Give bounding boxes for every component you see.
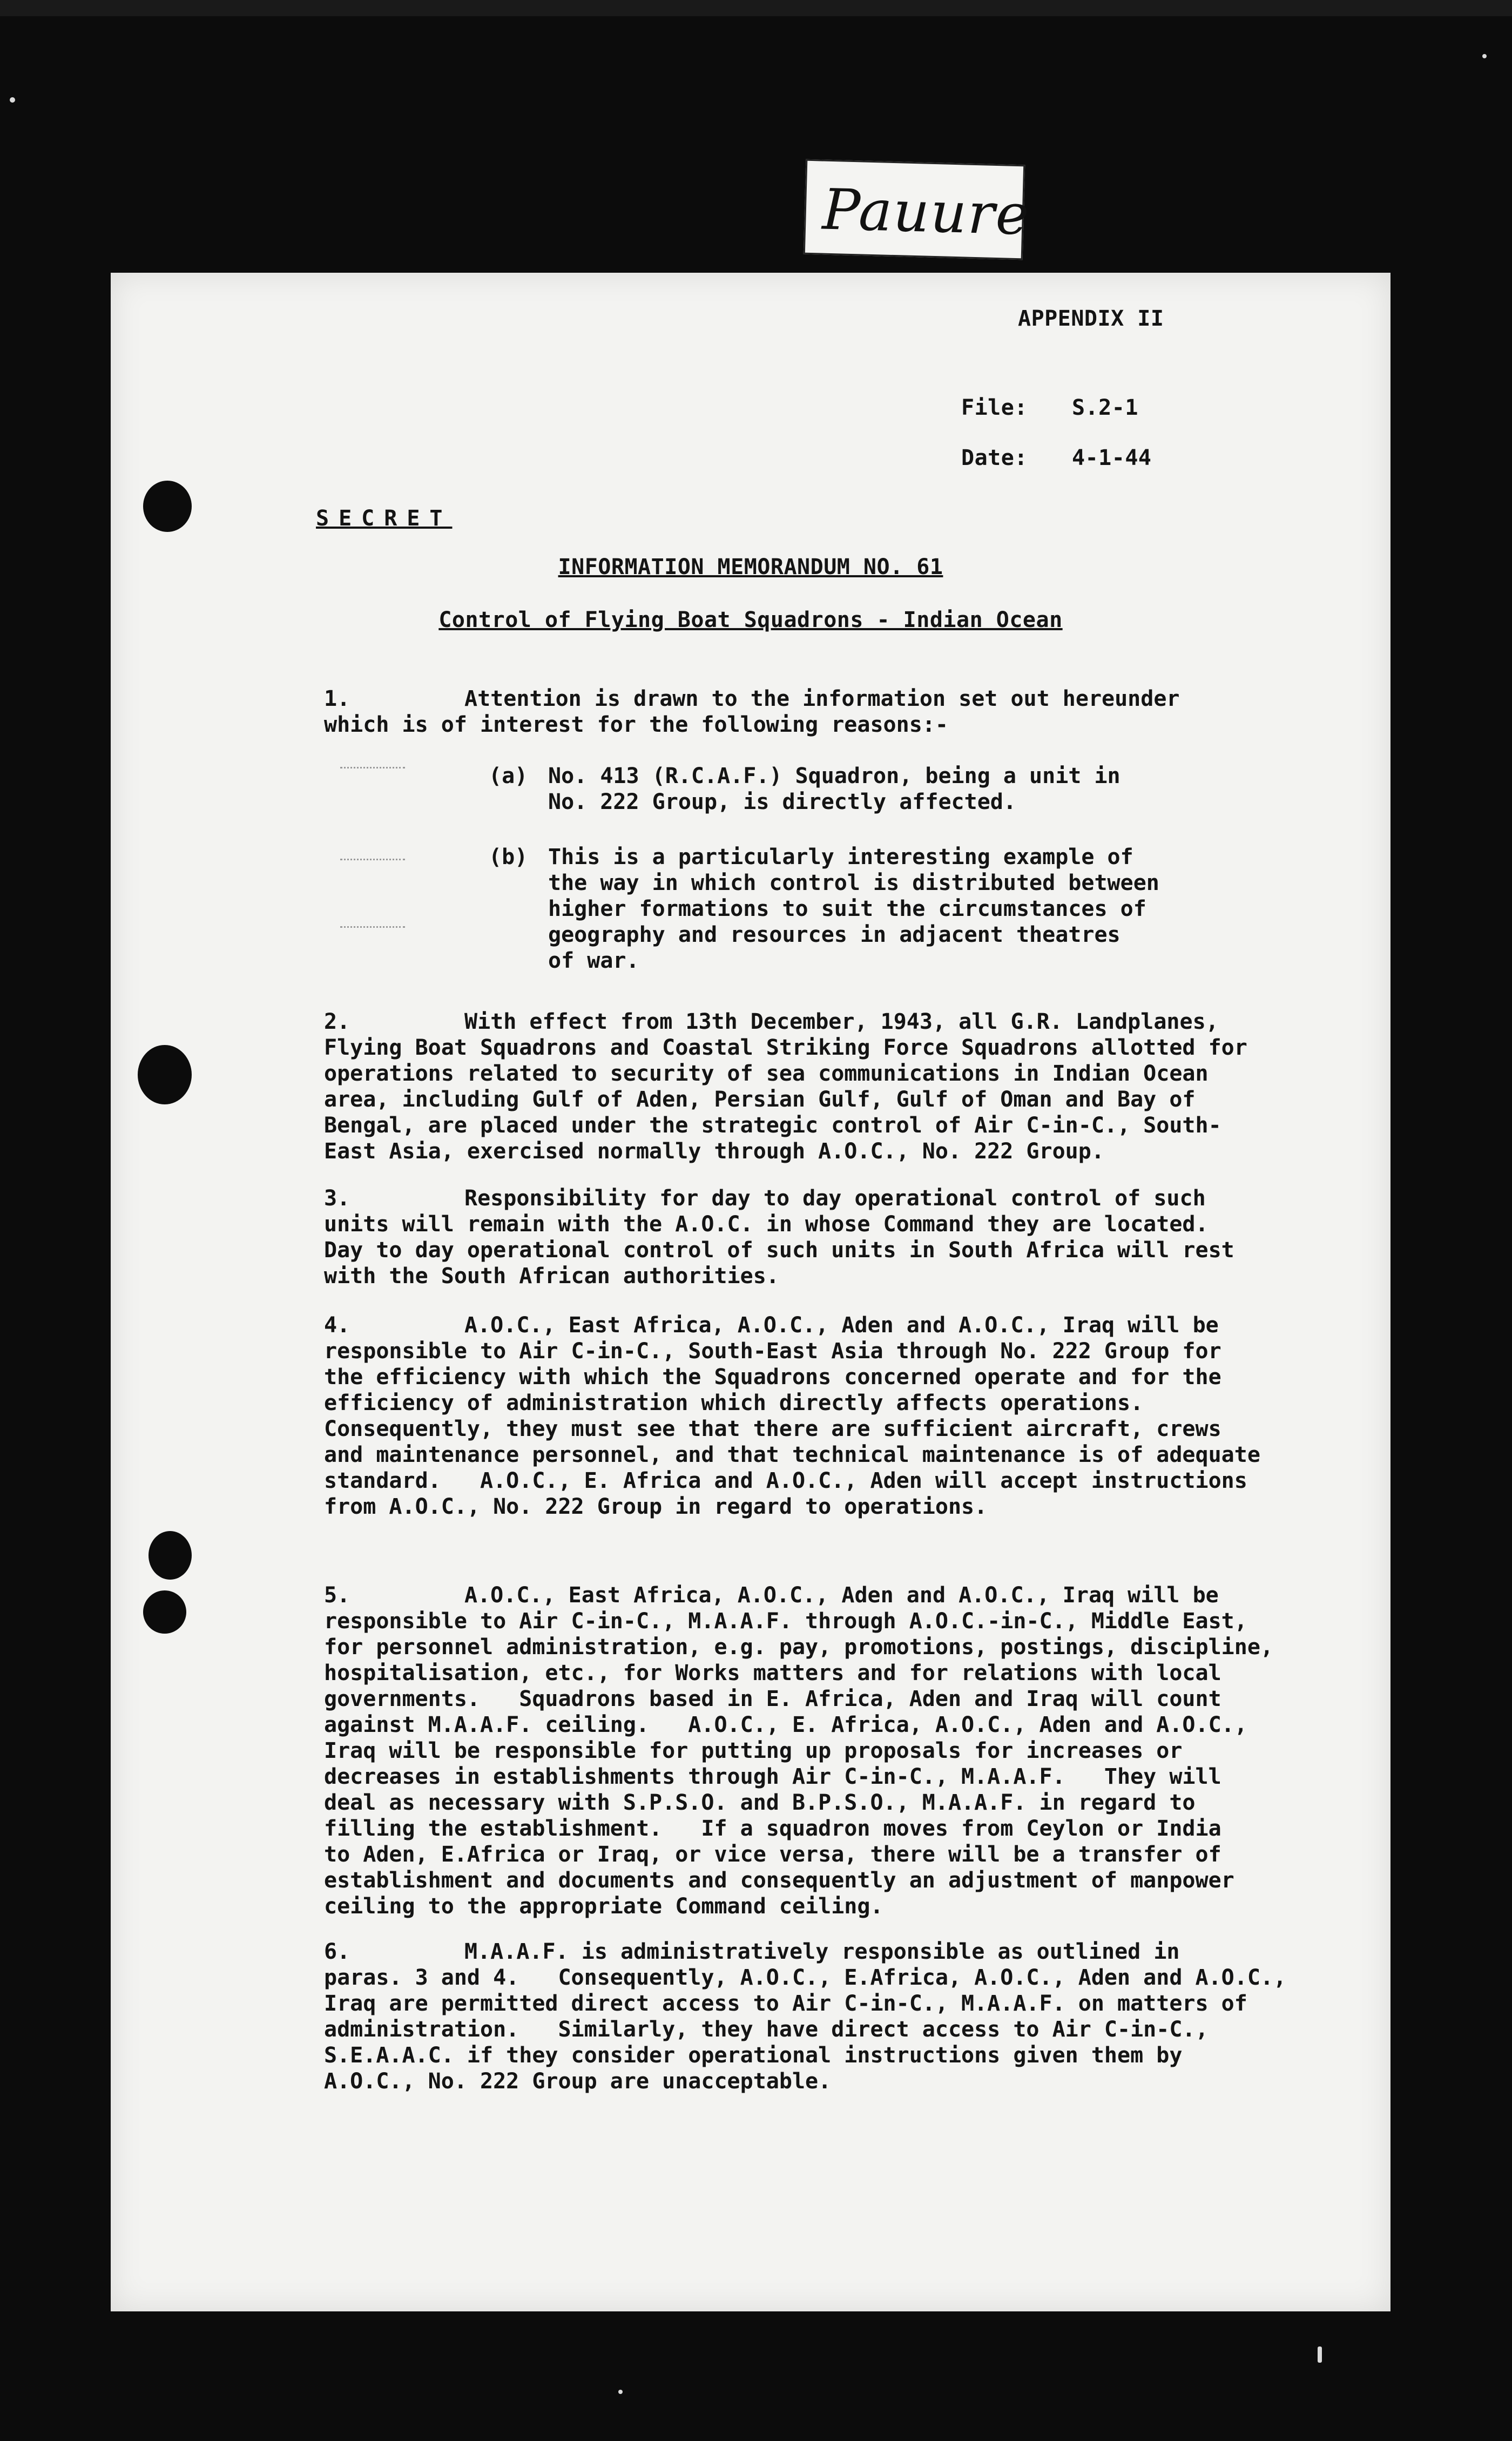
punch-hole <box>143 1590 186 1634</box>
punch-hole <box>148 1531 192 1580</box>
paragraph-3: 3. Responsibility for day to day operational control of such units will remain with the A.O.C. in whose Command they are located. Day to day operational control of such units in South Africa will rest with the South African authorities. <box>324 1186 1234 1289</box>
classification-marking: SECRET <box>316 506 453 531</box>
paragraph-1: 1. Attention is drawn to the information set out hereunder which is of interest for the following reasons:- <box>324 686 1180 737</box>
scan-speck <box>618 2390 623 2394</box>
punch-hole <box>138 1045 192 1104</box>
paragraph-2: 2. With effect from 13th December, 1943, all G.R. Landplanes, Flying Boat Squadrons and Coastal Striking Force Squadrons allotted for operations related to security of sea communications in Indian Ocean area, including Gulf of Aden, Persian Gulf, Gulf of Oman and Bay of Bengal, are placed under the strategic control of Air C-in-C., South- East Asia, exercised normally through A.O.C., No. 222 Group. <box>324 1009 1247 1164</box>
scan-speck <box>10 97 15 103</box>
file-label: File: <box>961 395 1028 420</box>
scan-speck <box>1482 54 1487 58</box>
memo-subtitle: Control of Flying Boat Squadrons - Indian Ocean <box>438 608 1063 632</box>
handwritten-label: Pauure <box>821 176 1031 248</box>
paragraph-5: 5. A.O.C., East Africa, A.O.C., Aden and A.O.C., Iraq will be responsible to Air C-in-C., M.A.A.F. through A.O.C.-in-C., Middle East, for personnel administration, e.g. pay, promotions, postings, discipline, hospitalisation, etc., for Works matters and for relations with local governments. Squadrons based in E. Africa, Aden and Iraq will count against M.A.A.F. ceiling. A.O.C., E. Africa, A.O.C., Aden and A.O.C., Iraq will be responsible for putting up proposals for increases or decreases in establishments through Air C-in-C., M.A.A.F. They will deal as necessary with S.P.S.O. and B.P.S.O., M.A.A.F. in regard to filling the establishment. If a squadron moves from Ceylon or India to Aden, E.Africa or Iraq, or vice versa, there will be a transfer of establishment and documents and consequently an adjustment of manpower ceiling to the appropriate Command ceiling. <box>324 1583 1273 1919</box>
margin-dots <box>340 859 405 864</box>
scan-top-band <box>0 0 1512 16</box>
paragraph-6: 6. M.A.A.F. is administratively responsible as outlined in paras. 3 and 4. Consequently, A.O.C., E.Africa, A.O.C., Aden and A.O.C., Iraq are permitted direct access to Air C-in-C., M.A.A.F. on matters of administration. Similarly, they have direct access to Air C-in-C., S.E.A.A.C. if they consider operational instructions given them by A.O.C., No. 222 Group are unacceptable. <box>324 1939 1287 2094</box>
handwritten-label-card <box>804 159 1031 260</box>
date-label: Date: <box>961 446 1028 470</box>
punch-hole <box>143 481 192 532</box>
scan-speck <box>1318 2346 1322 2363</box>
paragraph-4: 4. A.O.C., East Africa, A.O.C., Aden and A.O.C., Iraq will be responsible to Air C-in-C., South-East Asia through No. 222 Group for the efficiency with which the Squadrons concerned operate and for the efficiency of administration which directly affects operations. Consequently, they must see that there are sufficient aircraft, crews and maintenance personnel, and that technical maintenance is of adequate standard. A.O.C., E. Africa and A.O.C., Aden will accept instructions from A.O.C., No. 222 Group in regard to operations. <box>324 1313 1260 1519</box>
file-value: S.2-1 <box>1072 395 1138 420</box>
date-value: 4-1-44 <box>1072 446 1152 470</box>
margin-dots <box>340 926 405 931</box>
appendix-label: APPENDIX II <box>1018 306 1164 331</box>
memo-title: INFORMATION MEMORANDUM NO. 61 <box>558 555 943 579</box>
document-page: APPENDIX II File: S.2-1 Date: 4-1-44 SECRET INFORMATION MEMORANDUM NO. 61 Control of Flying Boat Squadrons - Indian Ocean 1. Attention is drawn to the information set out hereunder which is of interest for the following reasons:- (a) No. 413 (R.C.A.F.) Squadron, being a unit in No. 222 Group, is directly affected. (b) This is a particularly interesting example of the way in which control is distributed between higher formations to suit the circumstances of geography and resources in adjacent theatres of war. 2. With effect from 13th December, 1943, all G.R. Landplanes, Flying Boat Squadrons and Coastal Striking Force Squadrons allotted for operations related to security of sea communications in Indian Ocean area, including Gulf of Aden, Persian Gulf, Gulf of Oman and Bay of Bengal, are placed under the strategic control of Air C-in-C., South- East Asia, exercised normally through A.O.C., No. 222 Group. 3. Responsibility for day to day operational control of such units will remain with the A.O.C. in whose Command they are located. Day to day operational control of such units in South Africa will rest with the South African authorities. 4. A.O.C., East Africa, A.O.C., Aden and A.O.C., Iraq will be responsible to Air C-in-C., South-East Asia through No. 222 Group for the efficiency with which the Squadrons concerned operate and for the efficiency of administration which directly affects operations. Consequently, they must see that there are sufficient aircraft, crews and maintenance personnel, and that technical maintenance is of adequate standard. A.O.C., E. Africa and A.O.C., Aden will accept instructions from A.O.C., No. 222 Group in regard to operations. 5. A.O.C., East Africa, A.O.C., Aden and A.O.C., Iraq will be responsible to Air C-in-C., M.A.A.F. through A.O.C.-in-C., Middle East, for personnel administration, e.g. pay, promotions, postings, discipline, hospitalisation, etc., for Works matters and for relations with local governments. Squadrons based in E. Africa, Aden and Iraq will count against M.A.A.F. ceiling. A.O.C., E. Africa, A.O.C., Aden and A.O.C., Iraq will be responsible for putting up proposals for increases or decreases in establishments through Air C-in-C., M.A.A.F. They will deal as necessary with S.P.S.O. and B.P.S.O., M.A.A.F. in regard to filling the establishment. If a squadron moves from Ceylon or India to Aden, E.Africa or Iraq, or vice versa, there will be a transfer of establishment and documents and consequently an adjustment of manpower ceiling to the appropriate Command ceiling. 6. M.A.A.F. is administratively responsible as outlined in paras. 3 and 4. Consequently, A.O.C., E.Africa, A.O.C., Aden and A.O.C., Iraq are permitted direct access to Air C-in-C., M.A.A.F. on matters of administration. Similarly, they have direct access to Air C-in-C., S.E.A.A.C. if they consider operational instructions given them by A.O.C., No. 222 Group are unacceptable. <box>111 273 1390 2311</box>
margin-dots <box>340 767 405 772</box>
